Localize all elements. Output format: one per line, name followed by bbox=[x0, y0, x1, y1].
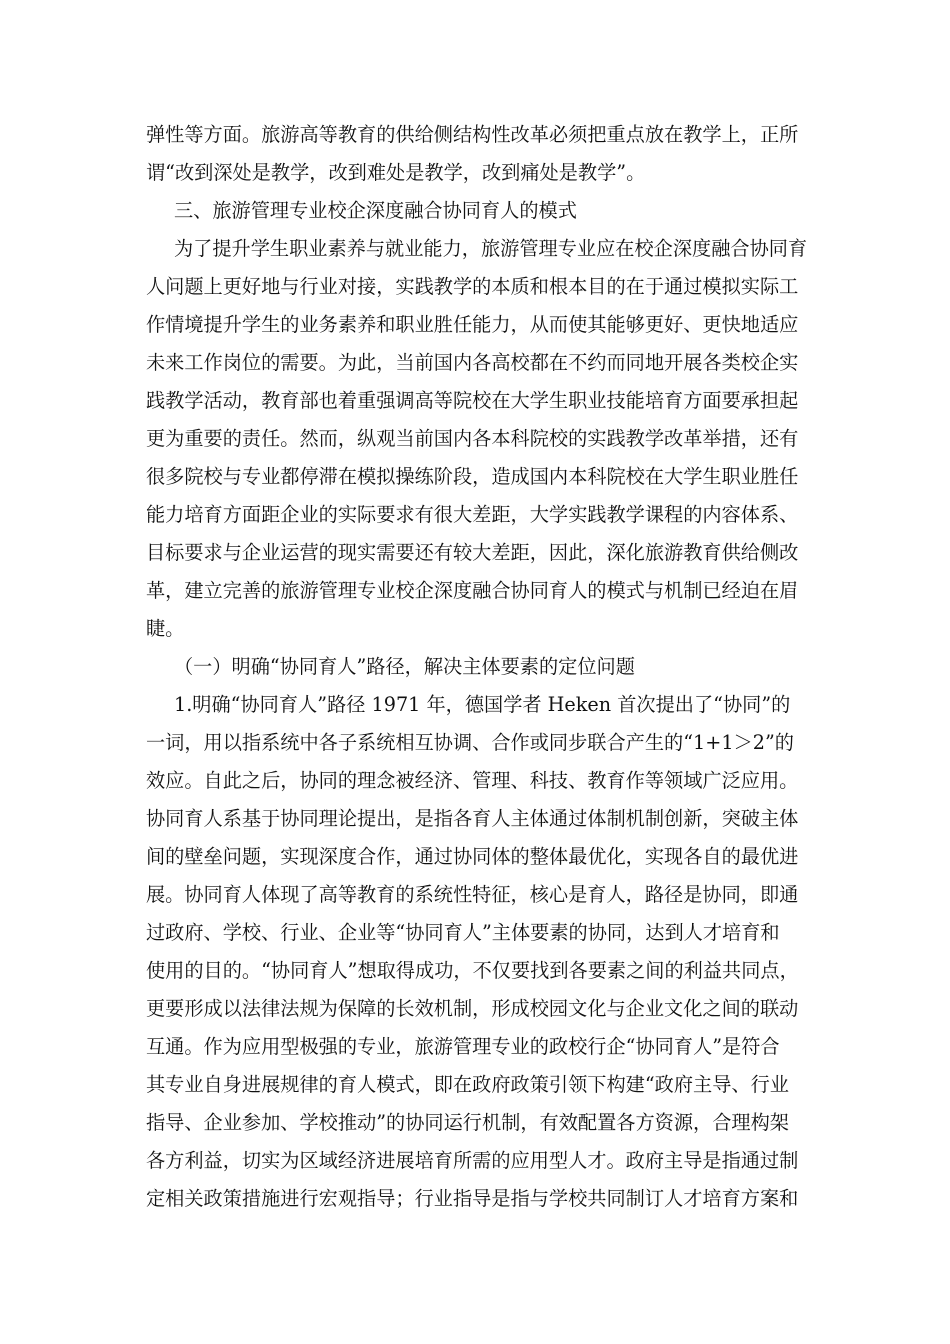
text-line: 能力培育方面距企业的实际要求有很大差距，大学实践教学课程的内容体系、 bbox=[146, 503, 799, 526]
text-line: 目标要求与企业运营的现实需要还有较大差距，因此，深化旅游教育供给侧改 bbox=[146, 541, 799, 564]
text-line: 使用的目的。“协同育人”想取得成功，不仅要找到各要素之间的利益共同点， bbox=[146, 959, 799, 982]
text-line: 互通。作为应用型极强的专业，旅游管理专业的政校行企“协同育人”是符合 bbox=[146, 1035, 780, 1058]
text-line: 未来工作岗位的需要。为此，当前国内各高校都在不约而同地开展各类校企实 bbox=[146, 351, 799, 374]
text-line: 更为重要的责任。然而，纵观当前国内各本科院校的实践教学改革举措，还有 bbox=[146, 427, 799, 450]
text-line: 更要形成以法律法规为保障的长效机制，形成校园文化与企业文化之间的联动 bbox=[146, 997, 799, 1020]
text-line: 践教学活动，教育部也着重强调高等院校在大学生职业技能培育方面要承担起 bbox=[146, 389, 799, 412]
text-line: 效应。自此之后，协同的理念被经济、管理、科技、教育作等领域广泛应用。 bbox=[146, 769, 799, 792]
text-line: 协同育人系基于协同理论提出，是指各育人主体通过体制机制创新，突破主体 bbox=[146, 807, 799, 830]
subsection-heading: （一）明确“协同育人”路径，解决主体要素的定位问题 bbox=[174, 655, 635, 678]
text-line: 革，建立完善的旅游管理专业校企深度融合协同育人的模式与机制已经迫在眉 bbox=[146, 579, 799, 602]
text-line: 展。协同育人体现了高等教育的系统性特征，核心是育人，路径是协同，即通 bbox=[146, 883, 799, 906]
section-heading: 三、旅游管理专业校企深度融合协同育人的模式 bbox=[174, 199, 577, 222]
text-line: 间的壁垒问题，实现深度合作，通过协同体的整体最优化，实现各自的最优进 bbox=[146, 845, 799, 868]
text-line: 定相关政策措施进行宏观指导；行业指导是指与学校共同制订人才培育方案和 bbox=[146, 1187, 799, 1210]
text-line: 谓“改到深处是教学，改到难处是教学，改到痛处是教学”。 bbox=[146, 161, 646, 184]
text-line: 各方利益，切实为区域经济进展培育所需的应用型人才。政府主导是指通过制 bbox=[146, 1149, 799, 1172]
text-line: 作情境提升学生的业务素养和职业胜任能力，从而使其能够更好、更快地适应 bbox=[146, 313, 799, 336]
text-line: 人问题上更好地与行业对接，实践教学的本质和根本目的在于通过模拟实际工 bbox=[146, 275, 799, 298]
text-line: 睫。 bbox=[146, 617, 185, 640]
text-line: 其专业自身进展规律的育人模式，即在政府政策引领下构建“政府主导、行业 bbox=[146, 1073, 789, 1096]
text-line: 一词，用以指系统中各子系统相互协调、合作或同步联合产生的“1+1＞2”的 bbox=[146, 731, 794, 754]
text-line: 1.明确“协同育人”路径 1971 年，德国学者 Heken 首次提出了“协同”的 bbox=[174, 693, 791, 716]
text-line: 弹性等方面。旅游高等教育的供给侧结构性改革必须把重点放在教学上，正所 bbox=[146, 123, 799, 146]
text-line: 为了提升学生职业素养与就业能力，旅游管理专业应在校企深度融合协同育 bbox=[174, 237, 808, 260]
text-line: 指导、企业参加、学校推动”的协同运行机制，有效配置各方资源，合理构架 bbox=[146, 1111, 789, 1134]
text-line: 很多院校与专业都停滞在模拟操练阶段，造成国内本科院校在大学生职业胜任 bbox=[146, 465, 799, 488]
text-line: 过政府、学校、行业、企业等“协同育人”主体要素的协同，达到人才培育和 bbox=[146, 921, 780, 944]
